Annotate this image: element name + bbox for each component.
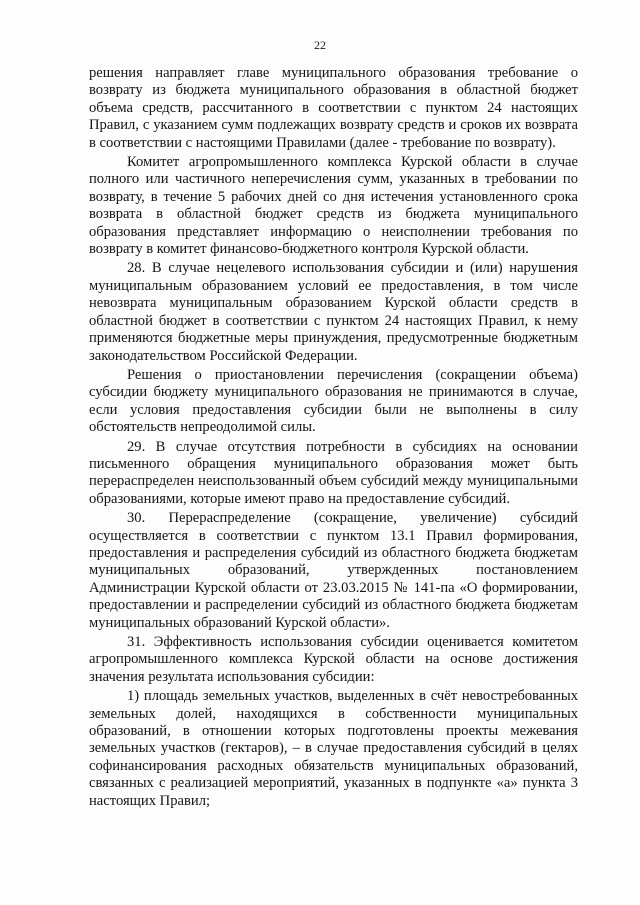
paragraph-committee-notice: Комитет агропромышленного комплекса Курской области в случае полного или частичного неперечисления сумм, указанных в требовании по возврату, в течение 5 рабочих дней со дня истечения установленного срока возврата в областной бюджет средств из бюджета муниципального образования представляет информацию о неисполнении требования по возврату в комитет финансово-бюджетного контроля Курской области. (89, 154, 578, 258)
paragraph-subitem-1: 1) площадь земельных участков, выделенных в счёт невостребованных земельных долей, находящихся в собственности муниципальных образований, в отношении которых подготовлены проекты межевания земельных участков (гектаров), – в случае предоставления субсидий в целях софинансирования расходных обязательств муниципальных образований, связанных с реализацией мероприятий, указанных в подпункте «а» пункта 3 настоящих Правил; (89, 688, 578, 809)
paragraph-suspension-decisions: Решения о приостановлении перечисления (сокращении объема) субсидии бюджету муниципального образования не принимаются в случае, если условия предоставления субсидии были не выполнены в силу обстоятельств непреодолимой силы. (89, 366, 578, 436)
paragraph-continuation: решения направляет главе муниципального образования требование о возврату из бюджета муниципального образования в областной бюджет объема средств, рассчитанного в соответствии с пунктом 24 настоящих Правил, с указанием сумм подлежащих возврату средств и сроков их возврата в соответствии с настоящими Правилами (далее - требование по возврату). (89, 65, 578, 151)
paragraph-item-30: 30. Перераспределение (сокращение, увеличение) субсидий осуществляется в соответствии с пунктом 13.1 Правил формирования, предоставления и распределения субсидий из областного бюджета бюджетам муниципальных образований, утвержденных постановлением Администрации Курской области от 23.03.2015 № 141-па «О формировании, предоставлении и распределении субсидий из областного бюджета бюджетам муниципальных образований Курской области». (89, 510, 578, 631)
paragraph-item-29: 29. В случае отсутствия потребности в субсидиях на основании письменного обращения муниципального образования может быть перераспределен неиспользованный объем субсидий между муниципальными образованиями, которые имеют право на предоставление субсидий. (89, 438, 578, 507)
paragraph-item-31: 31. Эффективность использования субсидии оценивается комитетом агропромышленного комплекса Курской области на основе достижения значения результата использования субсидии: (89, 634, 578, 685)
document-body (89, 65, 578, 812)
paragraph-item-28: 28. В случае нецелевого использования субсидии и (или) нарушения муниципальным образованием условий ее предоставления, в том числе невозврата муниципальным образованием Курской области средств в областной бюджет в соответствии с пунктом 24 настоящих Правил, к нему применяются бюджетные меры принуждения, предусмотренные бюджетным законодательством Российской Федерации. (89, 260, 578, 364)
page-number: 22 (314, 38, 326, 52)
